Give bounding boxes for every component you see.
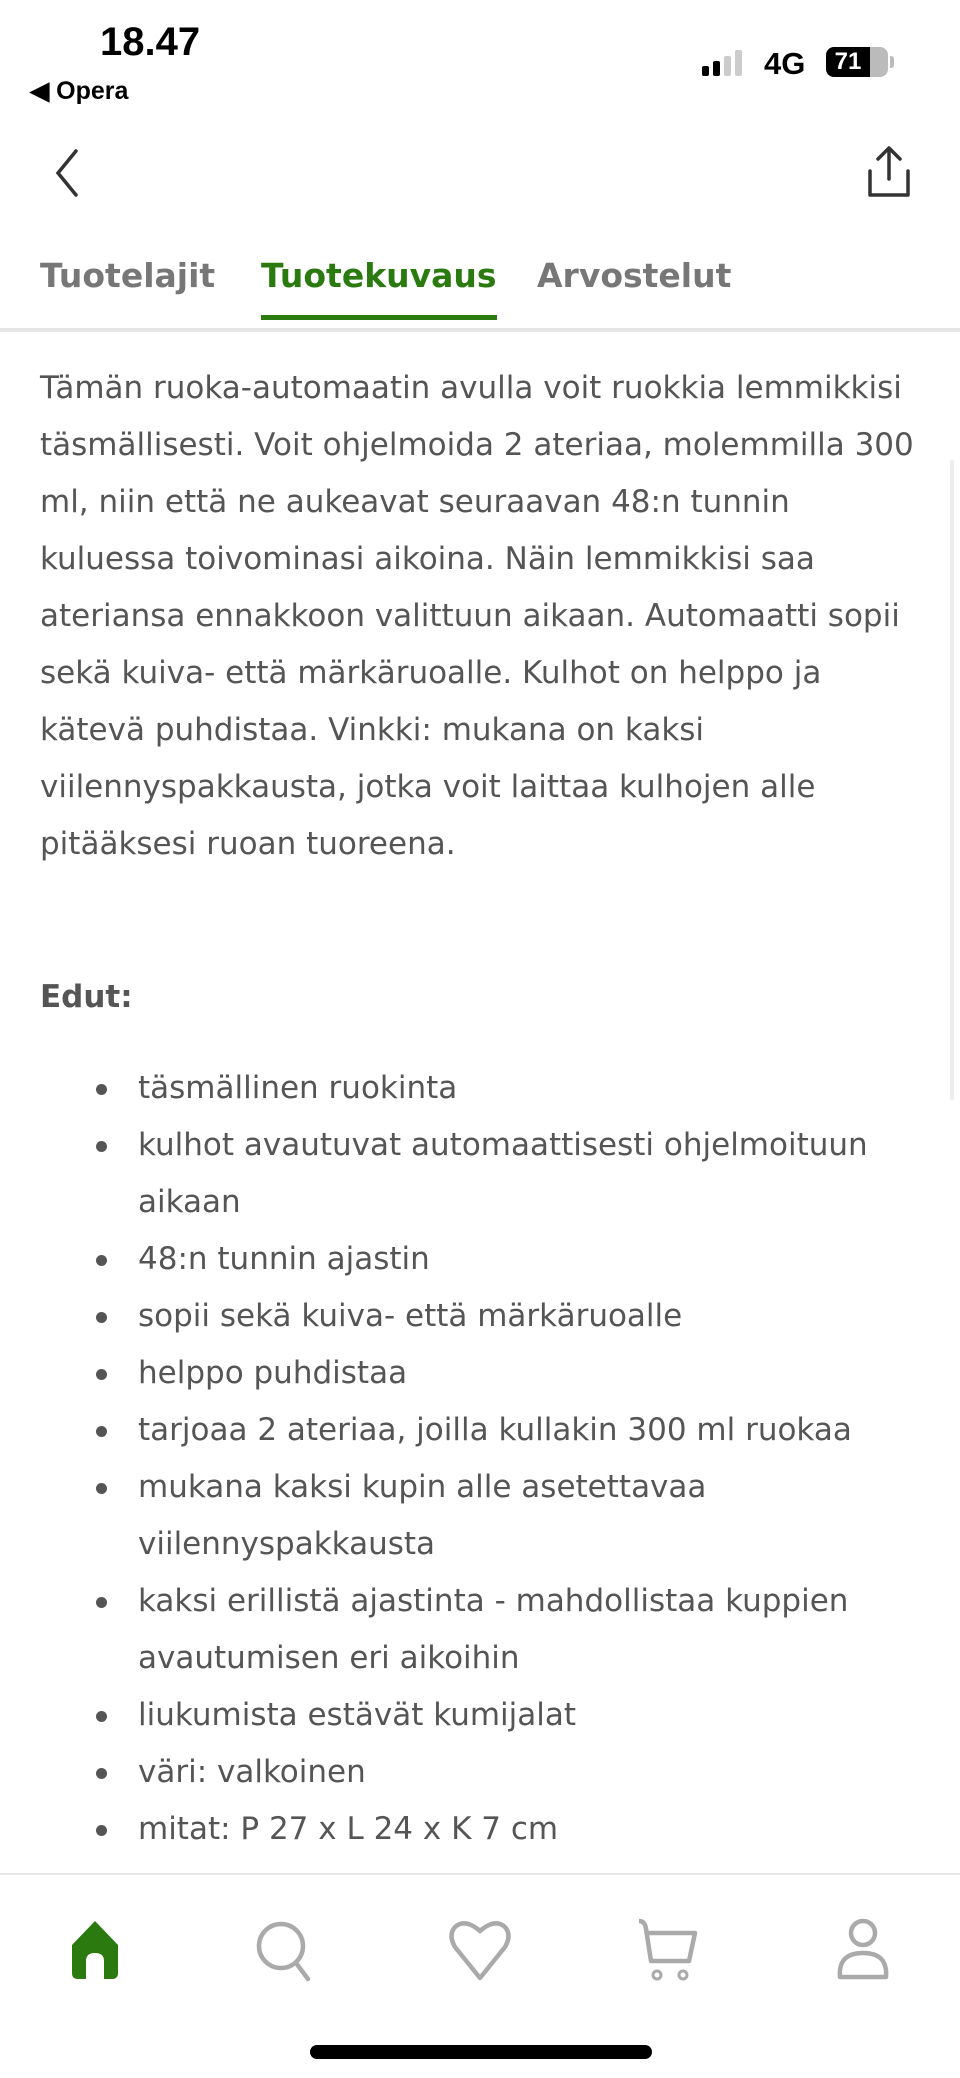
product-description (40, 360, 930, 1858)
home-indicator[interactable] (310, 2045, 652, 2059)
tab-tuotekuvaus[interactable]: Tuotekuvaus (261, 256, 497, 320)
list-item: täsmällinen ruokinta (40, 1060, 930, 1117)
tab-tuotelajit[interactable]: Tuotelajit (40, 256, 216, 295)
scrollbar[interactable] (950, 460, 954, 1100)
list-item: mitat: P 27 x L 24 x K 7 cm (40, 1801, 930, 1858)
description-text: Tämän ruoka-automaatin avulla voit ruokkia lemmikkisi täsmällisesti. Voit ohjelmoida 2 ateriaa, molemmilla 300 ml, niin että ne aukeavat seuraavan 48:n tunnin kuluessa toivominasi aikoina. Näin lemmikkisi saa ateriansa ennakkoon valittuun aikaan. Automaatti sopii sekä kuiva- että märkäruoalle. Kulhot on helppo ja kätevä puhdistaa. Vinkki: mukana on kaksi viilennyspakkausta, jotka voit laittaa kulhojen alle pitääksesi ruoan tuoreena. (40, 370, 914, 862)
list-item: 48:n tunnin ajastin (40, 1231, 930, 1288)
list-item: kaksi erillistä ajastinta - mahdollistaa kuppien avautumisen eri aikoihin (40, 1573, 930, 1687)
list-item: sopii sekä kuiva- että märkäruoalle (40, 1288, 930, 1345)
home-icon[interactable] (60, 1915, 130, 1985)
cart-icon[interactable] (635, 1915, 705, 1985)
battery-tip (890, 56, 894, 68)
network-type: 4G (764, 46, 806, 81)
benefits-heading: Edut: (40, 979, 133, 1015)
battery-level: 71 (834, 48, 862, 75)
chevron-left-icon[interactable] (48, 145, 88, 201)
status-bar (0, 0, 960, 110)
list-item: tarjoaa 2 ateriaa, joilla kullakin 300 ml ruokaa (40, 1402, 930, 1459)
tab-arvostelut[interactable]: Arvostelut (537, 256, 732, 295)
profile-icon[interactable] (828, 1915, 898, 1985)
list-item: liukumista estävät kumijalat (40, 1687, 930, 1744)
benefits-list (40, 1060, 930, 1858)
product-tabs (0, 250, 960, 332)
list-item: mukana kaksi kupin alle asetettavaa viilennyspakkausta (40, 1459, 930, 1573)
search-icon[interactable] (250, 1915, 320, 1985)
list-item: kulhot avautuvat automaattisesti ohjelmoituun aikaan (40, 1117, 930, 1231)
top-bar (0, 135, 960, 205)
back-to-opera-link[interactable]: ◀ Opera (30, 77, 129, 105)
share-icon[interactable] (864, 143, 914, 201)
battery-icon (826, 47, 888, 77)
heart-icon[interactable] (445, 1915, 515, 1985)
signal-icon (702, 50, 742, 76)
status-time: 18.47 (100, 20, 201, 64)
list-item: väri: valkoinen (40, 1744, 930, 1801)
list-item: helppo puhdistaa (40, 1345, 930, 1402)
